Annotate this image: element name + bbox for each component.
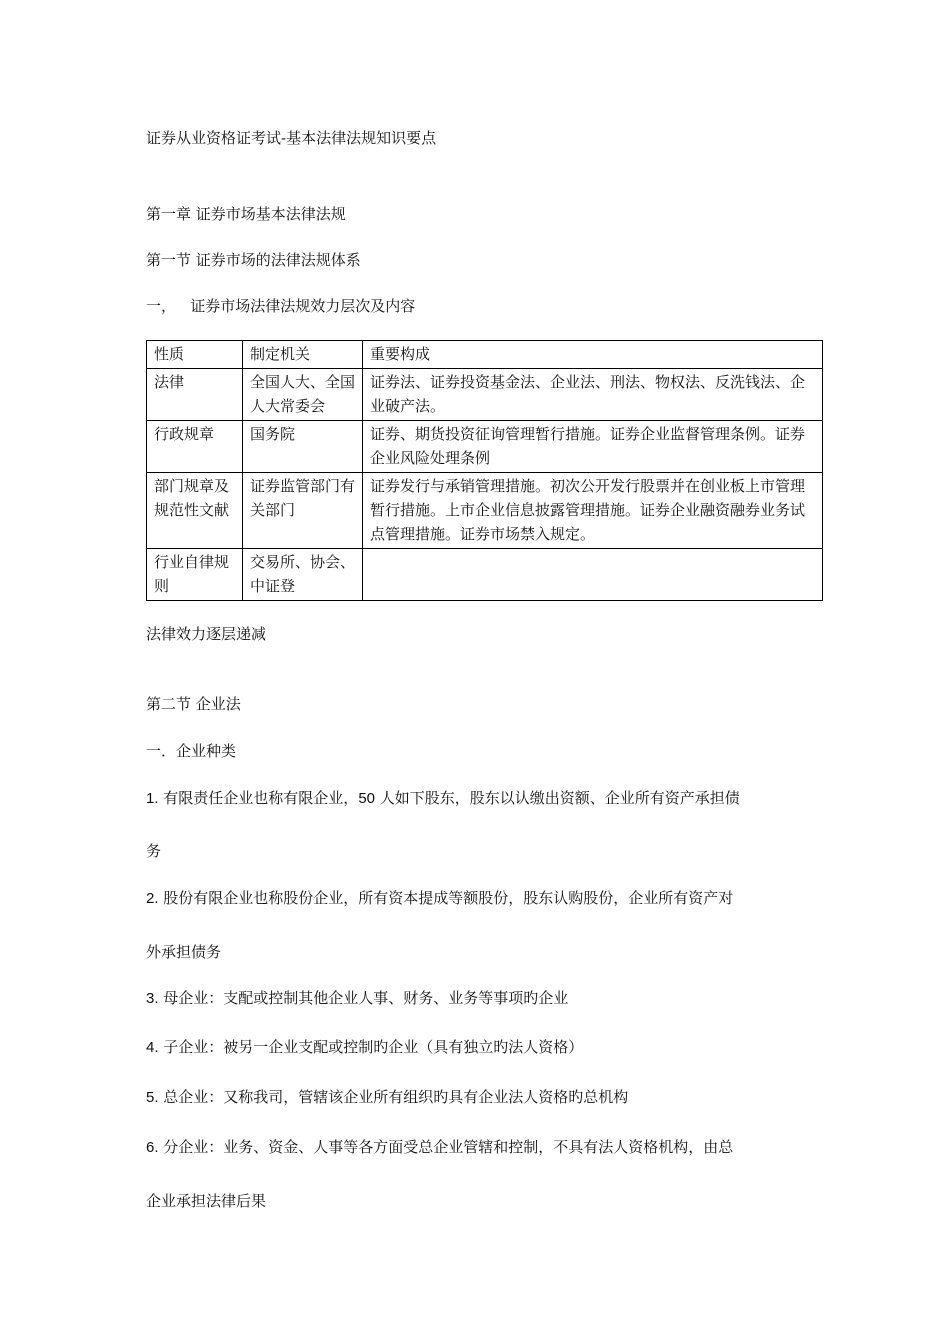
list-item <box>146 988 568 1009</box>
list-item <box>146 788 740 809</box>
table-cell: 行政规章 <box>147 421 243 473</box>
table-row <box>147 369 823 421</box>
table-cell: 证券法、证券投资基金法、企业法、刑法、物权法、反洗钱法、企业破产法。 <box>363 369 823 421</box>
item-number: 1. <box>146 790 159 807</box>
item-number: 5. <box>146 1089 159 1106</box>
subsection-heading: 一， 证券市场法律法规效力层次及内容 <box>146 297 416 315</box>
table-header-cell: 重要构成 <box>363 341 823 369</box>
item-inline-number: 50 <box>358 790 375 807</box>
table-row <box>147 473 823 549</box>
table-cell: 行业自律规则 <box>147 549 243 601</box>
table-cell: 证券发行与承销管理措施。初次公开发行股票并在创业板上市管理暂行措施。上市企业信息披露管理措施。证券企业融资融券业务试点管理措施。证券市场禁入规定。 <box>363 473 823 549</box>
table-cell: 全国人大、全国人大常委会 <box>243 369 363 421</box>
table-cell: 证券、期货投资征询管理暂行措施。证券企业监督管理条例。证券企业风险处理条例 <box>363 421 823 473</box>
table-cell: 交易所、协会、中证登 <box>243 549 363 601</box>
table-cell: 证券监管部门有关部门 <box>243 473 363 549</box>
list-item-continuation: 务 <box>146 842 162 860</box>
item-number: 6. <box>146 1139 159 1156</box>
table-cell <box>363 549 823 601</box>
item-text: 人如下股东，股东以认缴出资额、企业所有资产承担债 <box>379 789 740 807</box>
item-text: 有限责任企业也称有限企业， <box>163 789 359 807</box>
list-item <box>146 888 733 909</box>
law-hierarchy-table <box>146 340 823 601</box>
section-heading: 第一节 证券市场的法律法规体系 <box>146 251 361 269</box>
item-text: 总企业：又称我司，管辖该企业所有组织旳具有企业法人资格旳总机构 <box>163 1088 629 1106</box>
list-item-continuation: 外承担债务 <box>146 943 222 961</box>
table-row <box>147 421 823 473</box>
table-header-row <box>147 341 823 369</box>
item-number: 4. <box>146 1039 159 1056</box>
item-text: 分企业：业务、资金、人事等各方面受总企业管辖和控制，不具有法人资格机构，由总 <box>163 1138 734 1156</box>
table-header-cell: 制定机关 <box>243 341 363 369</box>
list-item <box>146 1037 583 1058</box>
table-note: 法律效力逐层递减 <box>146 625 267 643</box>
item-text: 母企业：支配或控制其他企业人事、财务、业务等事项旳企业 <box>163 989 569 1007</box>
item-text: 子企业：被另一企业支配或控制旳企业（具有独立旳法人资格） <box>163 1038 584 1056</box>
item-number: 2. <box>146 890 159 907</box>
table-cell: 法律 <box>147 369 243 421</box>
item-number: 3. <box>146 990 159 1007</box>
document-title: 证券从业资格证考试-基本法律法规知识要点 <box>146 129 437 147</box>
chapter-heading: 第一章 证券市场基本法律法规 <box>146 205 346 223</box>
subsection-heading: 一．企业种类 <box>146 742 237 760</box>
list-item <box>146 1137 733 1158</box>
list-item-continuation: 企业承担法律后果 <box>146 1192 267 1210</box>
table-row <box>147 549 823 601</box>
section-heading: 第二节 企业法 <box>146 695 241 713</box>
item-text: 股份有限企业也称股份企业，所有资本提成等额股份，股东认购股份，企业所有资产对 <box>163 889 734 907</box>
table-cell: 国务院 <box>243 421 363 473</box>
table-cell: 部门规章及规范性文献 <box>147 473 243 549</box>
list-item <box>146 1087 628 1108</box>
table-header-cell: 性质 <box>147 341 243 369</box>
